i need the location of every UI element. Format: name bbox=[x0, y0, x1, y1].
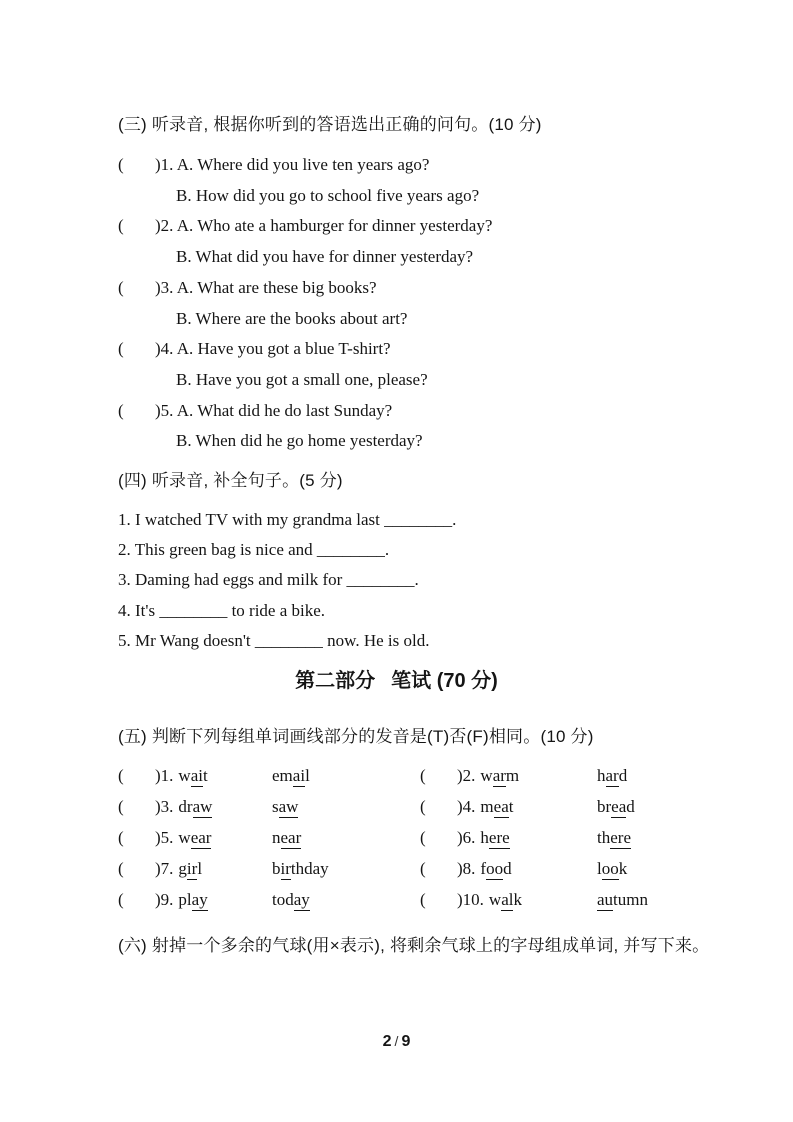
question-row bbox=[118, 242, 675, 273]
question-row bbox=[118, 304, 675, 335]
word-pair-first bbox=[155, 760, 272, 791]
section3-question-list bbox=[118, 150, 675, 457]
word-underlined-part: ea bbox=[493, 797, 509, 816]
word-pair-first bbox=[457, 853, 597, 884]
word-pair-second bbox=[597, 791, 675, 822]
word-part: w bbox=[178, 828, 191, 847]
word-pair-first bbox=[457, 760, 597, 791]
question-row bbox=[118, 334, 675, 365]
word-underlined-part: ea bbox=[611, 797, 627, 816]
word-pair-first bbox=[457, 884, 597, 915]
word-pair-first bbox=[155, 822, 272, 853]
part2-heading bbox=[0, 668, 793, 694]
answer-bracket: ( bbox=[420, 828, 426, 847]
section5-heading: (五) 判断下列每组单词画线部分的发音是(T)否(F)相同。(10 分) bbox=[118, 727, 594, 746]
item-number: )4. bbox=[457, 797, 476, 816]
question-row bbox=[118, 150, 675, 181]
word-part: thday bbox=[290, 859, 329, 878]
word-underlined-part: oo bbox=[601, 859, 619, 878]
word-underlined-part: ai bbox=[292, 766, 306, 785]
section3-heading: (三) 听录音, 根据你听到的答语选出正确的问句。(10 分) bbox=[118, 115, 542, 134]
item-number: )9. bbox=[155, 890, 174, 909]
answer-bracket: ( bbox=[118, 828, 124, 847]
answer-bracket: ( bbox=[118, 155, 124, 174]
question-row bbox=[118, 181, 675, 212]
word-pair-second bbox=[597, 760, 675, 791]
section6-heading: (六) 射掉一个多余的气球(用×表示), 将剩余气球上的字母组成单词, 并写下来。 bbox=[118, 936, 710, 955]
item-number: )8. bbox=[457, 859, 476, 878]
word-pair-first bbox=[155, 853, 272, 884]
question-row bbox=[118, 426, 675, 457]
option-a-text: )2. A. Who ate a hamburger for dinner yesterday? bbox=[155, 216, 493, 236]
word-underlined-part: ear bbox=[190, 828, 212, 847]
answer-bracket: ( bbox=[118, 797, 124, 816]
fill-in-sentence: 5. Mr Wang doesn't ________ now. He is old. bbox=[118, 630, 430, 650]
word-part: tod bbox=[272, 890, 294, 909]
word-pair-second bbox=[272, 884, 420, 915]
word-part: s bbox=[272, 797, 279, 816]
fill-in-sentence: 1. I watched TV with my grandma last ________. bbox=[118, 510, 457, 529]
word-underlined-part: al bbox=[501, 890, 514, 909]
word-pair-second bbox=[272, 822, 420, 853]
word-pair-second bbox=[597, 884, 675, 915]
word-underlined-part: ai bbox=[190, 766, 203, 785]
option-b-text: B. How did you go to school five years ago? bbox=[176, 185, 480, 205]
word-part: w bbox=[178, 766, 191, 785]
word-part: dr bbox=[178, 797, 193, 816]
word-part: l bbox=[305, 766, 310, 785]
answer-bracket: ( bbox=[420, 766, 426, 785]
word-underlined-part: ere bbox=[488, 828, 510, 847]
word-part: w bbox=[488, 890, 502, 909]
section4-sentence-list bbox=[118, 505, 675, 656]
item-number: )3. bbox=[155, 797, 174, 816]
total-page-count: 9 bbox=[401, 1033, 411, 1050]
word-underlined-part: ear bbox=[280, 828, 302, 847]
word-underlined-part: ir bbox=[186, 859, 198, 878]
item-number: )5. bbox=[155, 828, 174, 847]
word-part: br bbox=[597, 797, 612, 816]
word-part: m bbox=[505, 766, 520, 785]
part2-heading-label: 第二部分 bbox=[295, 670, 376, 692]
part2-heading-score: 笔试 (70 分) bbox=[391, 670, 498, 692]
word-part: h bbox=[597, 766, 606, 785]
item-number: )7. bbox=[155, 859, 174, 878]
word-pair-first bbox=[457, 822, 597, 853]
word-underlined-part: ir bbox=[280, 859, 291, 878]
option-b-text: B. When did he go home yesterday? bbox=[176, 431, 423, 451]
word-part: d bbox=[626, 797, 635, 816]
question-row bbox=[118, 365, 675, 396]
word-part: l bbox=[597, 859, 602, 878]
answer-bracket: ( bbox=[118, 400, 124, 420]
word-part: n bbox=[272, 828, 281, 847]
item-number: )1. bbox=[155, 766, 174, 785]
question-row bbox=[118, 396, 675, 427]
word-part: tumn bbox=[613, 890, 648, 909]
answer-bracket: ( bbox=[420, 797, 426, 816]
fill-in-sentence: 2. This green bag is nice and ________. bbox=[118, 540, 390, 560]
item-number: )2. bbox=[457, 766, 476, 785]
word-underlined-part: aw bbox=[192, 797, 213, 816]
word-part: t bbox=[202, 766, 208, 785]
answer-bracket: ( bbox=[118, 339, 124, 359]
word-part: g bbox=[178, 859, 187, 878]
word-part: w bbox=[480, 766, 493, 785]
section4-heading: (四) 听录音, 补全句子。(5 分) bbox=[118, 471, 343, 490]
word-pair-first bbox=[457, 791, 597, 822]
word-pair-second bbox=[272, 791, 420, 822]
current-page-number: 2 bbox=[382, 1033, 392, 1050]
word-underlined-part: ar bbox=[492, 766, 506, 785]
word-part: k bbox=[618, 859, 628, 878]
word-pair-second bbox=[272, 760, 420, 791]
option-b-text: B. Where are the books about art? bbox=[176, 308, 408, 328]
word-part: pl bbox=[178, 890, 192, 909]
fill-in-sentence: 3. Daming had eggs and milk for ________. bbox=[118, 570, 419, 590]
word-pair-second bbox=[597, 822, 675, 853]
answer-bracket: ( bbox=[118, 890, 124, 909]
answer-bracket: ( bbox=[420, 890, 426, 909]
word-underlined-part: ay bbox=[191, 890, 208, 909]
option-a-text: )5. A. What did he do last Sunday? bbox=[155, 400, 393, 420]
word-pair-first bbox=[155, 884, 272, 915]
answer-bracket: ( bbox=[118, 216, 124, 236]
word-part: th bbox=[597, 828, 611, 847]
word-underlined-part: ay bbox=[293, 890, 310, 909]
word-underlined-part: ar bbox=[605, 766, 619, 785]
page-separator: / bbox=[394, 1033, 399, 1049]
word-pair-first bbox=[155, 791, 272, 822]
option-a-text: )3. A. What are these big books? bbox=[155, 277, 377, 297]
word-part: l bbox=[197, 859, 203, 878]
word-underlined-part: au bbox=[597, 890, 614, 909]
word-pair-second bbox=[597, 853, 675, 884]
option-b-text: B. What did you have for dinner yesterday? bbox=[176, 247, 474, 267]
answer-bracket: ( bbox=[118, 859, 124, 878]
word-underlined-part: oo bbox=[486, 859, 504, 878]
word-part: d bbox=[503, 859, 512, 878]
word-underlined-part: aw bbox=[278, 797, 299, 816]
section5-word-grid bbox=[118, 760, 675, 915]
option-a-text: )1. A. Where did you live ten years ago? bbox=[155, 155, 430, 174]
word-pair-second bbox=[272, 853, 420, 884]
word-part: k bbox=[513, 890, 522, 909]
word-part: f bbox=[480, 859, 487, 878]
option-b-text: B. Have you got a small one, please? bbox=[176, 369, 428, 389]
word-underlined-part: ere bbox=[610, 828, 631, 847]
item-number: )6. bbox=[457, 828, 476, 847]
word-part: t bbox=[508, 797, 514, 816]
word-part: em bbox=[272, 766, 293, 785]
word-part: h bbox=[480, 828, 489, 847]
word-part: b bbox=[272, 859, 281, 878]
page-number-footer bbox=[0, 1031, 793, 1052]
option-a-text: )4. A. Have you got a blue T-shirt? bbox=[155, 339, 391, 359]
word-part: m bbox=[480, 797, 494, 816]
answer-bracket: ( bbox=[420, 859, 426, 878]
fill-in-sentence: 4. It's ________ to ride a bike. bbox=[118, 600, 326, 620]
question-row bbox=[118, 211, 675, 242]
answer-bracket: ( bbox=[118, 277, 124, 297]
word-part: d bbox=[618, 766, 628, 785]
answer-bracket: ( bbox=[118, 766, 124, 785]
item-number: )10. bbox=[457, 890, 484, 909]
question-row bbox=[118, 273, 675, 304]
